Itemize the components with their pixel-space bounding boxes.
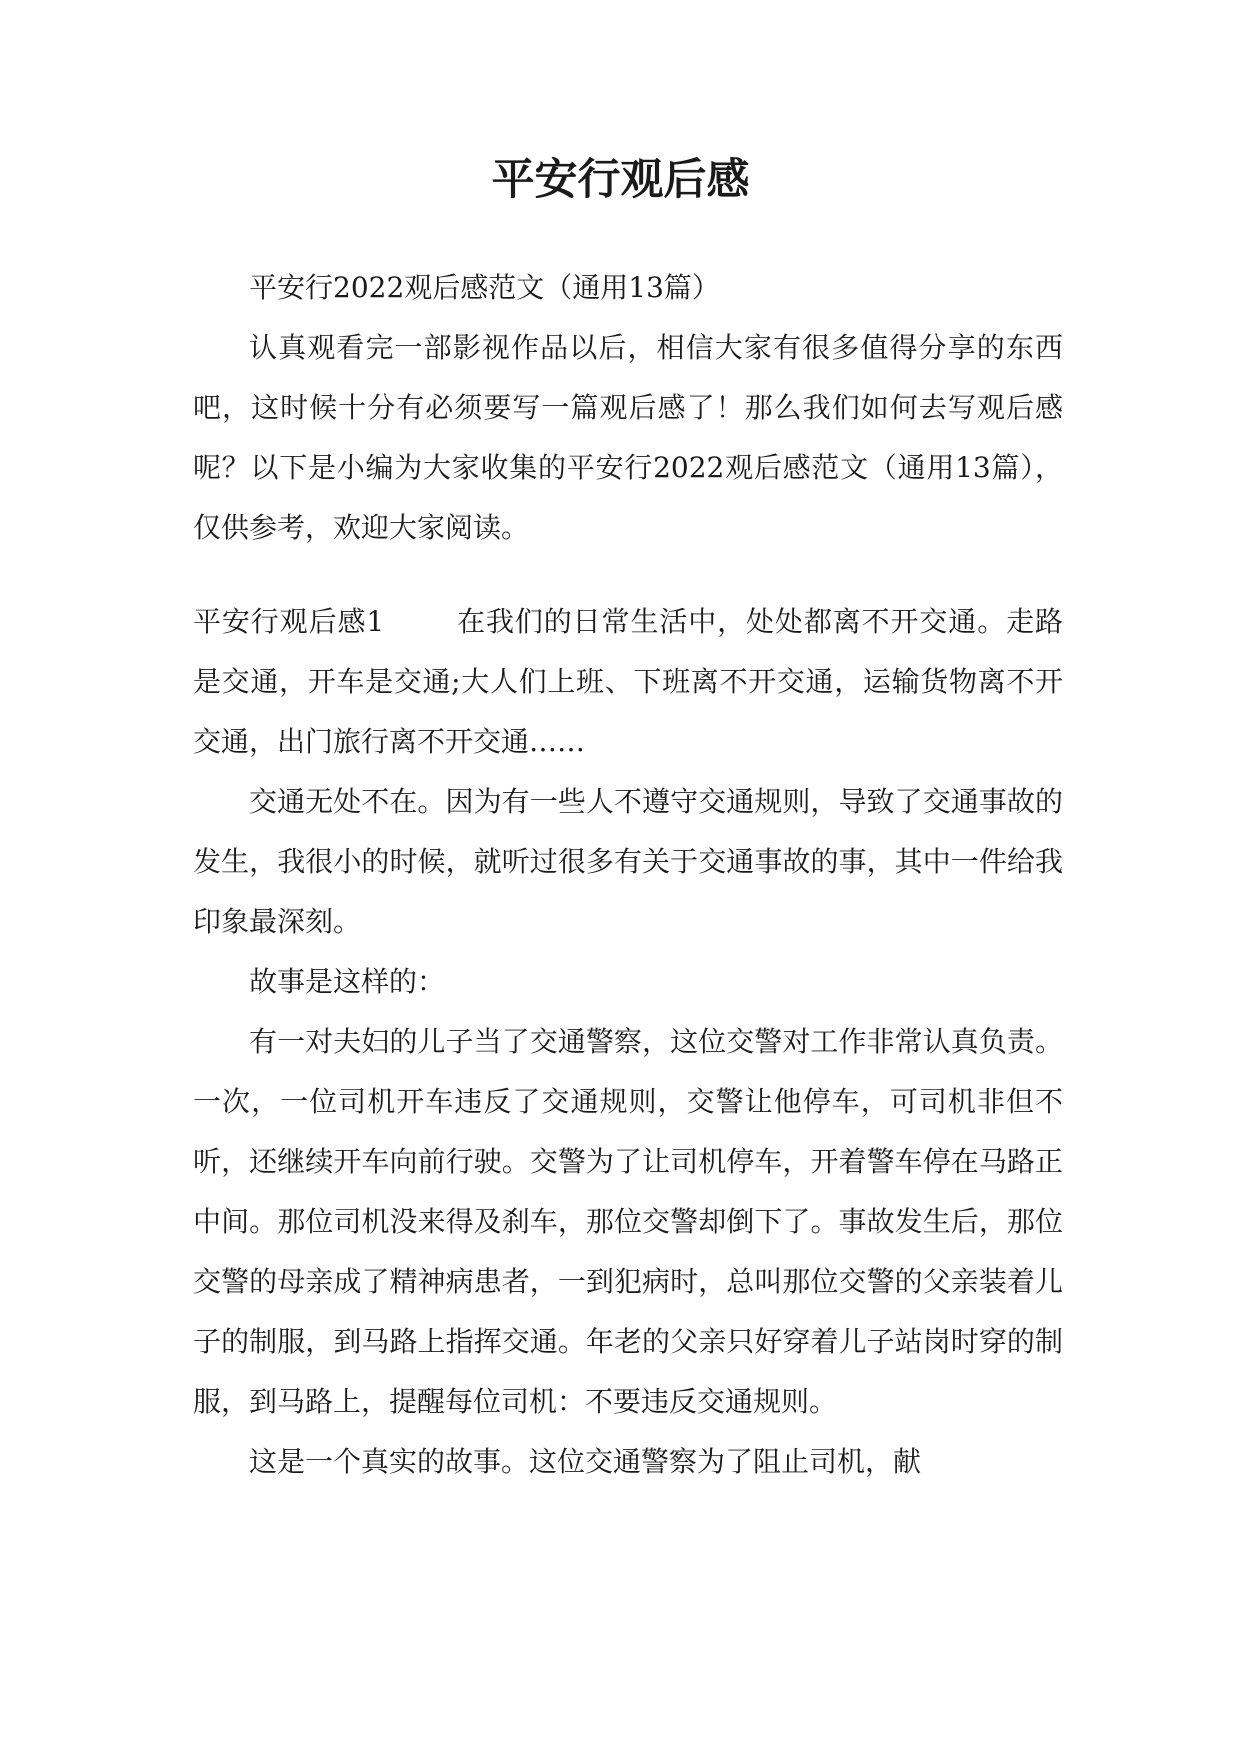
section-opening-text: 在我们的日常生活中，处处都离不开交通。走路是交通，开车是交通;大人们上班、下班离不开交通，运输货物离不开交通，出门旅行离不开交通…… [193,605,1063,758]
body-paragraph: 交通无处不在。因为有一些人不遵守交通规则，导致了交通事故的发生，我很小的时候，就听过很多有关于交通事故的事，其中一件给我印象最深刻。 [193,785,1063,938]
document-body [193,258,1063,1492]
paragraph-gap [193,558,1063,592]
section-heading: 平安行观后感1 [193,605,385,638]
body-paragraph: 这是一个真实的故事。这位交通警察为了阻止司机，献 [249,1445,922,1478]
body-paragraph: 有一对夫妇的儿子当了交通警察，这位交警对工作非常认真负责。一次，一位司机开车违反了交通规则，交警让他停车，可司机非但不听，还继续开车向前行驶。交警为了让司机停车，开着警车停在马路正中间。那位司机没来得及刹车，那位交警却倒下了。事故发生后，那位交警的母亲成了精神病患者，一到犯病时，总叫那位交警的父亲装着儿子的制服，到马路上指挥交通。年老的父亲只好穿着儿子站岗时穿的制服，到马路上，提醒每位司机：不要违反交通规则。 [193,1025,1063,1418]
document-title: 平安行观后感 [491,155,750,205]
intro-paragraph: 认真观看完一部影视作品以后，相信大家有很多值得分享的东西吧，这时候十分有必须要写一篇观后感了！那么我们如何去写观后感呢？以下是小编为大家收集的平安行2022观后感范文（通用13篇），仅供参考，欢迎大家阅读。 [193,331,1063,544]
section-first-paragraph [193,592,1063,772]
body-paragraph: 故事是这样的： [249,965,446,998]
intro-subtitle: 平安行2022观后感范文（通用13篇） [249,271,720,304]
